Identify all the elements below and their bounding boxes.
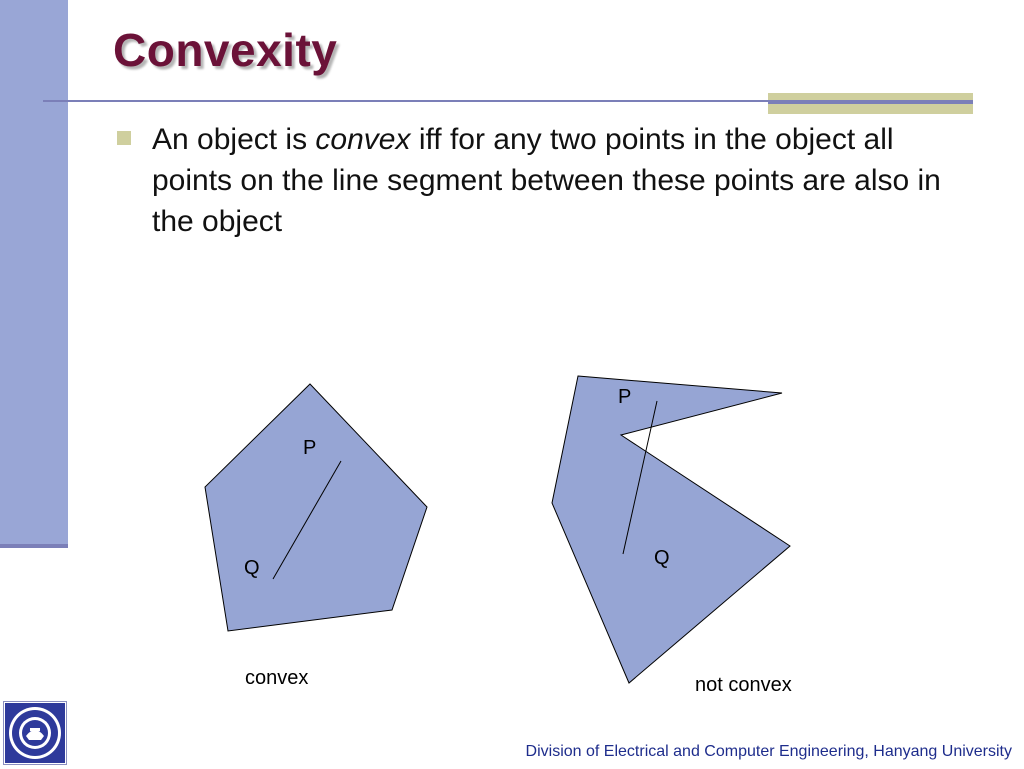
not-convex-polygon bbox=[552, 376, 790, 683]
bullet-text-before: An object is bbox=[152, 123, 316, 156]
not-convex-label-q: Q bbox=[654, 547, 670, 569]
university-seal-icon bbox=[4, 702, 66, 764]
convex-caption: convex bbox=[245, 667, 309, 689]
convex-example bbox=[205, 384, 427, 689]
not-convex-caption: not convex bbox=[695, 674, 792, 696]
bullet-text-after: iff for any two points in the object all points on the line segment between these points are also in the object bbox=[152, 123, 941, 238]
convex-label-p: P bbox=[303, 437, 317, 459]
slide-title: Convexity bbox=[113, 24, 338, 76]
convex-label-q: Q bbox=[244, 557, 260, 579]
not-convex-example bbox=[552, 376, 792, 696]
convex-polygon bbox=[205, 384, 427, 631]
bullet-emphasis: convex bbox=[315, 123, 411, 156]
not-convex-label-p: P bbox=[618, 386, 632, 408]
footer-text: Division of Electrical and Computer Engineering, Hanyang University bbox=[525, 743, 1012, 760]
university-logo bbox=[3, 701, 67, 765]
